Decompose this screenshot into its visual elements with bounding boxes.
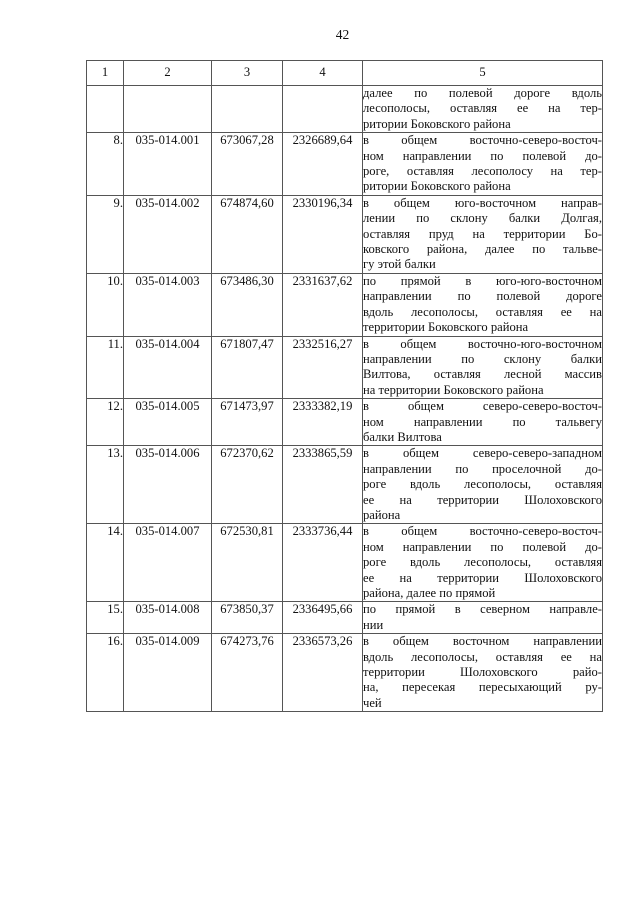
- description-line: роге вдоль лесополосы, оставляя: [363, 555, 602, 570]
- description-line: Вилтова, оставляя лесной массив: [363, 367, 602, 382]
- y-coordinate-cell: 2333865,59: [283, 446, 363, 524]
- description-cell: [363, 446, 603, 524]
- description-line: в общем восточно-юго-восточном: [363, 336, 602, 351]
- description-line: в общем восточно-северо-восточ-: [363, 133, 602, 148]
- point-code-cell: 035-014.001: [124, 133, 212, 196]
- x-coordinate-cell: [212, 86, 283, 133]
- row-number-cell: 13.: [87, 446, 124, 524]
- x-coordinate-cell: 674273,76: [212, 634, 283, 712]
- description-cell: [363, 602, 603, 634]
- table-row: [87, 602, 603, 634]
- description-line: ритории Боковского района: [363, 116, 511, 131]
- x-coordinate-cell: 674874,60: [212, 195, 283, 273]
- description-cell: [363, 273, 603, 336]
- point-code-cell: [124, 86, 212, 133]
- table-row: [87, 273, 603, 336]
- row-number-cell: 8.: [87, 133, 124, 196]
- point-code-cell: 035-014.003: [124, 273, 212, 336]
- description-cell: [363, 195, 603, 273]
- y-coordinate-cell: [283, 86, 363, 133]
- description-line: вдоль лесополосы, оставляя ее на: [363, 649, 602, 664]
- description-line: территории Шолоховского райо-: [363, 665, 602, 680]
- description-line: ном направлении по тальвегу: [363, 414, 602, 429]
- description-line: ее на территории Шолоховского: [363, 570, 602, 585]
- description-line: далее по полевой дороге вдоль: [363, 86, 602, 100]
- x-coordinate-cell: 673067,28: [212, 133, 283, 196]
- row-number-cell: [87, 86, 124, 133]
- table-row: [87, 133, 603, 196]
- y-coordinate-cell: 2336495,66: [283, 602, 363, 634]
- header-col-5: 5: [363, 61, 603, 86]
- row-number-cell: 10.: [87, 273, 124, 336]
- description-line: в общем северо-северо-восточ-: [363, 399, 602, 414]
- x-coordinate-cell: 673850,37: [212, 602, 283, 634]
- description-line: нии: [363, 617, 384, 632]
- table-row: [87, 336, 603, 399]
- x-coordinate-cell: 672370,62: [212, 446, 283, 524]
- table-body: [87, 86, 603, 712]
- description-line: направлении по склону балки: [363, 351, 602, 366]
- description-line: гу этой балки: [363, 257, 436, 272]
- table-row: [87, 86, 603, 133]
- table-row: [87, 446, 603, 524]
- table-row: [87, 399, 603, 446]
- x-coordinate-cell: 672530,81: [212, 524, 283, 602]
- description-line: балки Вилтова: [363, 429, 442, 444]
- row-number-cell: 12.: [87, 399, 124, 446]
- description-line: чей: [363, 695, 382, 710]
- description-cell: [363, 86, 603, 133]
- description-line: ковского района, далее по тальве-: [363, 242, 602, 257]
- description-line: на территории Боковского района: [363, 382, 544, 397]
- point-code-cell: 035-014.005: [124, 399, 212, 446]
- description-line: территории Боковского района: [363, 320, 529, 335]
- description-line: по прямой в юго-юго-восточном: [363, 273, 602, 288]
- description-line: района, далее по прямой: [363, 586, 496, 600]
- description-cell: [363, 634, 603, 712]
- table-row: [87, 195, 603, 273]
- point-code-cell: 035-014.002: [124, 195, 212, 273]
- y-coordinate-cell: 2333382,19: [283, 399, 363, 446]
- description-line: ее на территории Шолоховского: [363, 492, 602, 507]
- description-line: в общем восточно-северо-восточ-: [363, 524, 602, 539]
- row-number-cell: 11.: [87, 336, 124, 399]
- description-cell: [363, 399, 603, 446]
- description-line: оставляя пруд на территории Бо-: [363, 226, 602, 241]
- y-coordinate-cell: 2326689,64: [283, 133, 363, 196]
- row-number-cell: 15.: [87, 602, 124, 634]
- header-col-1: 1: [87, 61, 124, 86]
- y-coordinate-cell: 2332516,27: [283, 336, 363, 399]
- x-coordinate-cell: 673486,30: [212, 273, 283, 336]
- description-cell: [363, 133, 603, 196]
- x-coordinate-cell: 671473,97: [212, 399, 283, 446]
- description-line: ном направлении по полевой до-: [363, 148, 602, 163]
- y-coordinate-cell: 2330196,34: [283, 195, 363, 273]
- point-code-cell: 035-014.006: [124, 446, 212, 524]
- table-row: [87, 634, 603, 712]
- x-coordinate-cell: 671807,47: [212, 336, 283, 399]
- point-code-cell: 035-014.009: [124, 634, 212, 712]
- row-number-cell: 16.: [87, 634, 124, 712]
- description-line: ном направлении по полевой до-: [363, 539, 602, 554]
- description-cell: [363, 524, 603, 602]
- description-line: роге вдоль лесополосы, оставляя: [363, 477, 602, 492]
- description-line: направлении по полевой дороге: [363, 289, 602, 304]
- description-line: в общем восточном направлении: [363, 634, 602, 649]
- description-line: на, пересекая пересыхающий ру-: [363, 680, 602, 695]
- y-coordinate-cell: 2333736,44: [283, 524, 363, 602]
- description-line: в общем северо-северо-западном: [363, 446, 602, 461]
- header-col-2: 2: [124, 61, 212, 86]
- header-col-3: 3: [212, 61, 283, 86]
- table-row: [87, 524, 603, 602]
- header-col-4: 4: [283, 61, 363, 86]
- description-line: роге, оставляя лесополосу на тер-: [363, 164, 602, 179]
- description-line: ритории Боковского района: [363, 179, 511, 194]
- description-line: в общем юго-восточном направ-: [363, 195, 602, 210]
- page-number: 42: [335, 27, 350, 42]
- row-number-cell: 14.: [87, 524, 124, 602]
- point-code-cell: 035-014.007: [124, 524, 212, 602]
- y-coordinate-cell: 2336573,26: [283, 634, 363, 712]
- description-line: района: [363, 507, 401, 522]
- description-cell: [363, 336, 603, 399]
- description-line: вдоль лесополосы, оставляя ее на: [363, 304, 602, 319]
- row-number-cell: 9.: [87, 195, 124, 273]
- description-line: направлении по проселочной до-: [363, 461, 602, 476]
- boundary-table: [86, 60, 603, 712]
- y-coordinate-cell: 2331637,62: [283, 273, 363, 336]
- point-code-cell: 035-014.008: [124, 602, 212, 634]
- point-code-cell: 035-014.004: [124, 336, 212, 399]
- table-header-row: [87, 61, 603, 86]
- description-line: лесополосы, оставляя ее на тер-: [363, 101, 602, 116]
- description-line: лении по склону балки Долгая,: [363, 211, 602, 226]
- description-line: по прямой в северном направле-: [363, 602, 602, 617]
